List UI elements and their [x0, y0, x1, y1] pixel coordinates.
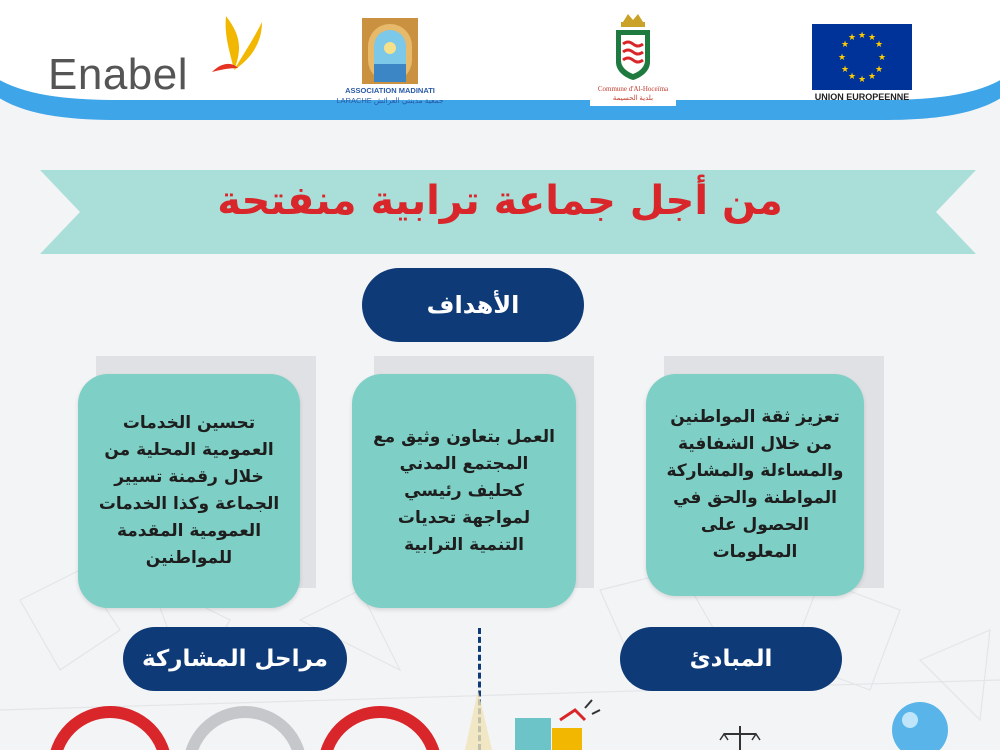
svg-text:★: ★: [857, 75, 867, 85]
triangle-shape-icon: [465, 690, 492, 750]
svg-text:★: ★: [847, 33, 857, 43]
svg-text:★: ★: [857, 31, 867, 41]
goal-card-trust: [646, 374, 864, 596]
goals-heading: الأهداف: [362, 268, 584, 342]
svg-text:★: ★: [867, 33, 877, 43]
bottom-illustrations: [0, 690, 1000, 750]
enabel-wordmark: Enabel: [48, 50, 189, 99]
goal-card-text: تعزيز ثقة المواطنين من خلال الشفافية والمساءلة والمشاركة المواطنة والحق في الحصول على المعلومات: [666, 407, 844, 562]
eu-logo: [812, 24, 912, 104]
phase-circle-red-2-icon: [324, 712, 436, 750]
puzzle-pieces-icon: [515, 700, 600, 750]
svg-text:★: ★: [877, 53, 887, 63]
phases-heading: مراحل المشاركة: [123, 627, 347, 691]
svg-text:★: ★: [867, 72, 877, 82]
svg-text:★: ★: [847, 72, 857, 82]
crystal-ball-icon: [892, 702, 948, 750]
phase-circle-red-icon: [54, 712, 166, 750]
hoceima-caption-fr: Commune d'Al-Hoceïma: [597, 85, 669, 93]
svg-text:★: ★: [874, 65, 884, 75]
svg-text:★: ★: [874, 40, 884, 50]
phase-circle-gray-icon: [189, 712, 301, 750]
goal-card-text: تحسين الخدمات العمومية المحلية من خلال رقمنة تسيير الجماعة وكذا الخدمات العمومية المقدمة للمواطنين: [98, 413, 280, 568]
goal-card-public-services: [78, 374, 300, 608]
svg-text:★: ★: [840, 65, 850, 75]
svg-text:★: ★: [837, 53, 847, 63]
hoceima-crest-icon: [590, 10, 676, 84]
enabel-logo: [48, 12, 278, 99]
hoceima-caption-ar: بلدية الحسيمة: [612, 94, 654, 102]
madinati-caption-fr: ASSOCIATION MADINATI: [345, 86, 435, 95]
hoceima-logo: [590, 10, 676, 106]
eu-caption: UNION EUROPEENNE: [814, 92, 910, 102]
madinati-logo: [330, 16, 450, 108]
goal-card-civil-society: [352, 374, 576, 608]
banner-title: من أجل جماعة ترابية منفتحة: [217, 178, 783, 224]
madinati-arch-icon: [330, 16, 450, 86]
madinati-caption-ar: LARACHE جمعية مدينتي العرائش: [336, 96, 444, 105]
scales-of-justice-icon: [720, 726, 760, 750]
svg-text:★: ★: [840, 40, 850, 50]
eu-flag-icon: [812, 24, 912, 90]
principles-heading: المبادئ: [620, 627, 842, 691]
goal-card-text: العمل بتعاون وثيق مع المجتمع المدني كحليف رئيسي لمواجهة تحديات التنمية الترابية: [373, 426, 555, 555]
